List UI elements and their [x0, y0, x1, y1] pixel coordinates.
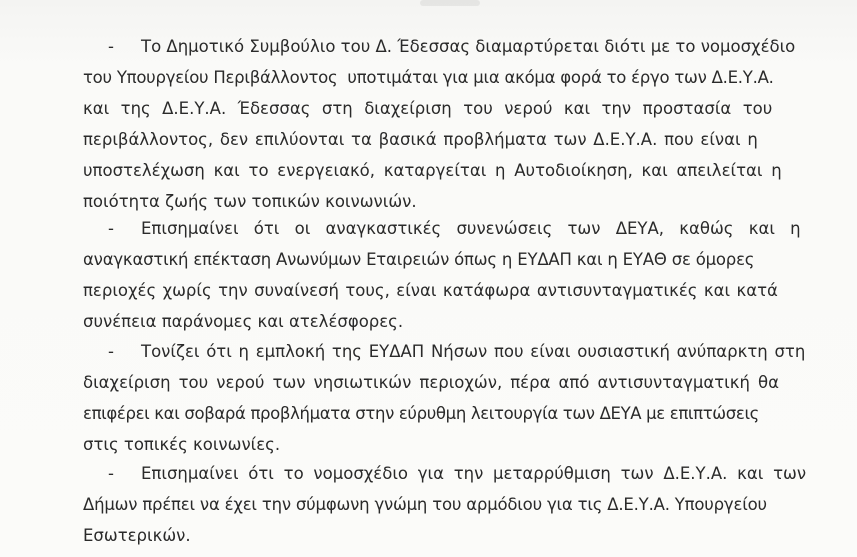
paragraph-line: αναγκαστική επέκταση Ανωνύμων Εταιρειών όπως η ΕΥΔΑΠ και η ΕΥΑΘ σε όμορες [83, 250, 755, 269]
paragraph-line: διαχείριση του νερού των νησιωτικών περιοχών, πέρα από αντισυνταγματική θα [83, 373, 779, 392]
bullet-dash: - [108, 37, 114, 56]
bullet-dash: - [108, 464, 114, 483]
scan-artifact [420, 0, 480, 6]
paragraph-line: συνέπεια παράνομες και ατελέσφορες. [83, 312, 404, 331]
bullet-dash: - [108, 342, 114, 361]
paragraph-line: στις τοπικές κοινωνίες. [83, 435, 281, 454]
paragraph-line: περιβάλλοντος, δεν επιλύονται τα βασικά προβλήματα των Δ.Ε.Υ.Α. που είναι η [83, 130, 758, 149]
paragraph-line: και της Δ.Ε.Υ.Α. Έδεσσας στη διαχείριση του νερού και την προστασία του [83, 99, 773, 118]
paragraph-line: επιφέρει και σοβαρά προβλήματα στην εύρυθμη λειτουργία των ΔΕΥΑ με επιπτώσεις [83, 404, 760, 423]
paragraph-line: Τονίζει ότι η εμπλοκή της ΕΥΔΑΠ Νήσων που είναι ουσιαστική ανύπαρκτη στη [141, 342, 806, 361]
bullet-dash: - [108, 219, 114, 238]
paragraph-line: Επισημαίνει ότι οι αναγκαστικές συνενώσεις των ΔΕΥΑ, καθώς και η [141, 219, 801, 238]
paragraph-line: υποστελέχωση και το ενεργειακό, καταργείται η Αυτοδιοίκηση, και απειλείται η [83, 161, 782, 180]
paragraph-line: Το Δημοτικό Συμβούλιο του Δ. Έδεσσας διαμαρτύρεται διότι με το νομοσχέδιο [141, 37, 796, 56]
paragraph-line: Εσωτερικών. [83, 526, 191, 545]
paragraph-line: Δήμων πρέπει να έχει την σύμφωνη γνώμη του αρμόδιου για τις Δ.Ε.Υ.Α. Υπουργείου [83, 495, 767, 514]
paragraph-line: του Υπουργείου Περιβάλλοντος υποτιμάται για μια ακόμα φορά το έργο των Δ.Ε.Υ.Α. [83, 68, 774, 87]
paragraph-line: ποιότητα ζωής των τοπικών κοινωνιών. [83, 192, 417, 211]
paragraph-line: περιοχές χωρίς την συναίνεσή τους, είναι κατάφωρα αντισυνταγματικές και κατά [83, 281, 778, 300]
paragraph-line: Επισημαίνει ότι το νομοσχέδιο για την μεταρρύθμιση των Δ.Ε.Υ.Α. και των [141, 464, 807, 483]
